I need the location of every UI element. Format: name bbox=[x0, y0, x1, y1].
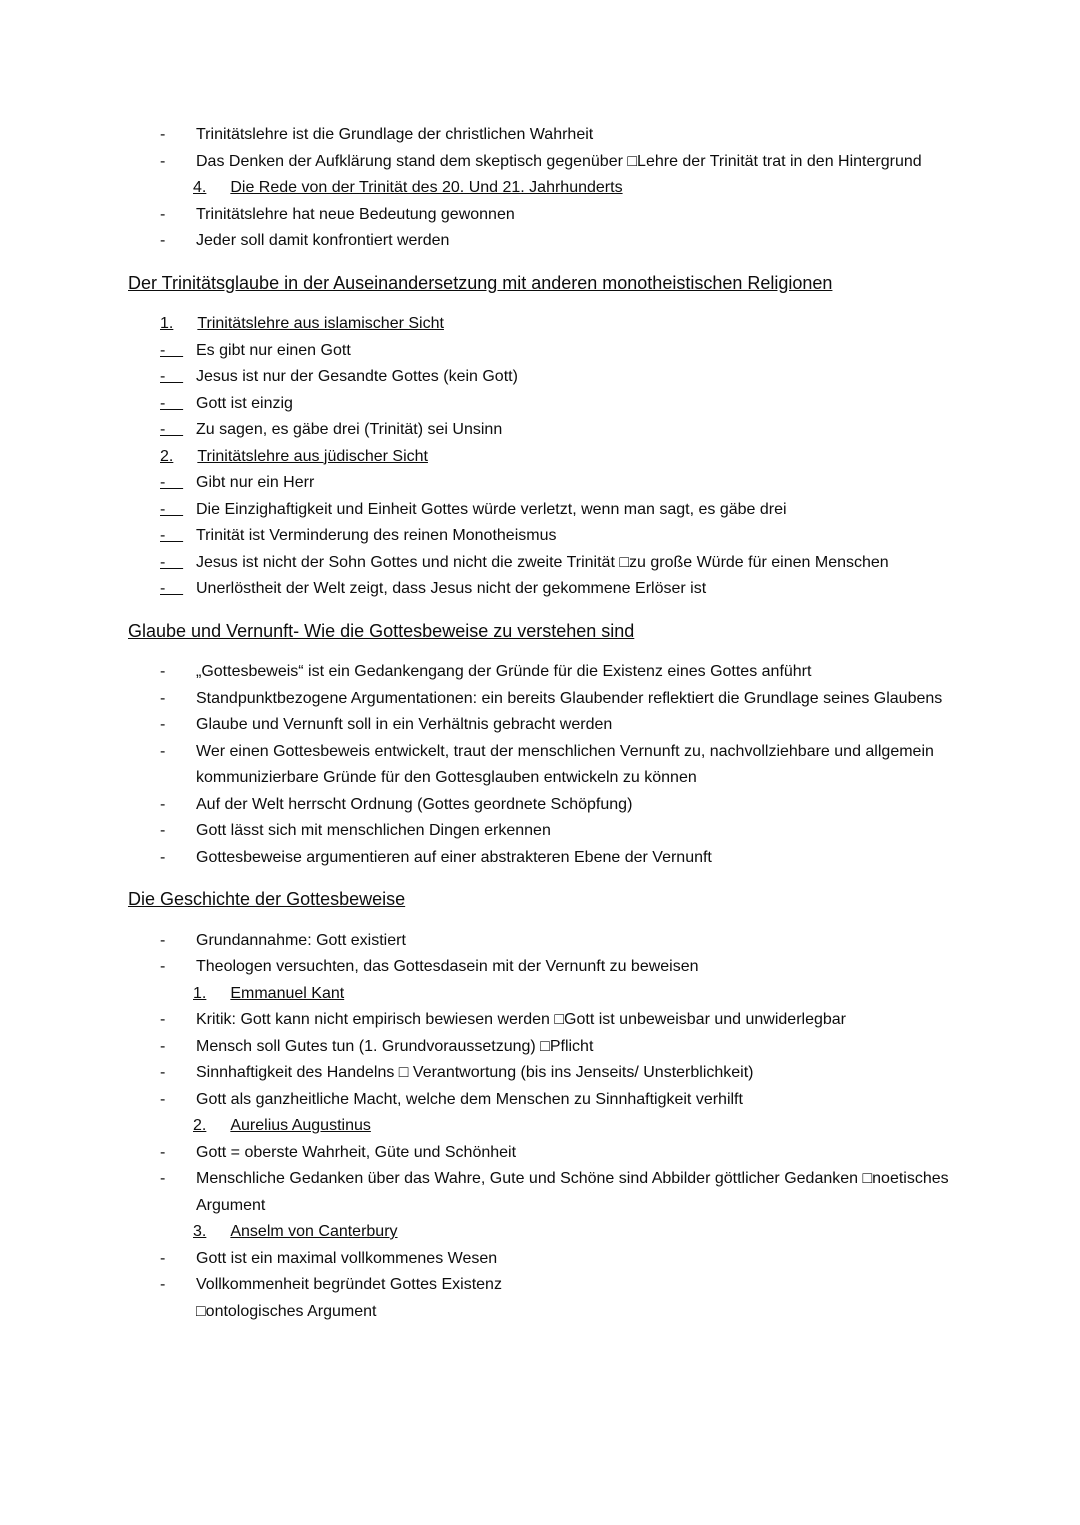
section-heading: Glaube und Vernunft- Wie die Gottesbeweise zu verstehen sind bbox=[128, 620, 635, 641]
item-text: Unerlöstheit der Welt zeigt, dass Jesus nicht der gekommene Erlöser ist bbox=[196, 580, 707, 597]
numbered-item bbox=[128, 444, 950, 471]
item-text: Gibt nur ein Herr bbox=[196, 474, 315, 491]
list-block bbox=[128, 122, 950, 255]
bullet-dash-icon: - bbox=[160, 848, 166, 866]
item-text: Zu sagen, es gäbe drei (Trinität) sei Unsinn bbox=[196, 421, 503, 438]
section-heading: Die Geschichte der Gottesbeweise bbox=[128, 889, 406, 909]
item-text: Theologen versuchten, das Gottesdasein mit der Vernunft zu beweisen bbox=[196, 958, 699, 975]
item-number: 3. bbox=[193, 1223, 207, 1240]
numbered-item bbox=[128, 981, 950, 1008]
bullet-dash-icon: - bbox=[160, 580, 184, 597]
bullet-item bbox=[128, 1034, 950, 1061]
numbered-item bbox=[128, 311, 950, 338]
bullet-dash-icon: - bbox=[160, 126, 166, 143]
bullet-item bbox=[128, 523, 950, 550]
bullet-item bbox=[128, 497, 950, 524]
bullet-dash-icon: - bbox=[160, 527, 184, 544]
bullet-dash-icon: - bbox=[160, 742, 166, 760]
bullet-item bbox=[128, 417, 950, 444]
bullet-dash-icon: - bbox=[160, 421, 184, 438]
bullet-item bbox=[128, 228, 950, 255]
item-text: Sinnhaftigkeit des Handelns □ Verantwortung (bis ins Jenseits/ Unsterblichkeit) bbox=[196, 1064, 754, 1081]
bullet-item bbox=[128, 845, 950, 872]
item-text: Trinität ist Verminderung des reinen Monotheismus bbox=[196, 527, 557, 544]
bullet-dash-icon: - bbox=[160, 1170, 166, 1187]
item-text: Es gibt nur einen Gott bbox=[196, 341, 351, 359]
bullet-dash-icon: - bbox=[160, 1037, 166, 1055]
bullet-dash-icon: - bbox=[160, 152, 166, 170]
item-text: Trinitätslehre ist die Grundlage der christlichen Wahrheit bbox=[196, 126, 594, 143]
item-number: 4. bbox=[193, 179, 207, 196]
item-text: Die Einzighaftigkeit und Einheit Gottes würde verletzt, wenn man sagt, es gäbe drei bbox=[196, 500, 787, 518]
bullet-item bbox=[128, 712, 950, 739]
bullet-item bbox=[128, 202, 950, 229]
list-block bbox=[128, 311, 950, 603]
numbered-item bbox=[128, 1113, 950, 1140]
item-number: 1. bbox=[160, 315, 174, 332]
item-text: Gott = oberste Wahrheit, Güte und Schönheit bbox=[196, 1143, 517, 1161]
bullet-item bbox=[128, 364, 950, 391]
bullet-item bbox=[128, 1060, 950, 1087]
item-text: Gott ist ein maximal vollkommenes Wesen bbox=[196, 1249, 498, 1267]
bullet-item bbox=[128, 1140, 950, 1167]
item-text: Gott lässt sich mit menschlichen Dingen erkennen bbox=[196, 822, 551, 839]
item-text: Grundannahme: Gott existiert bbox=[196, 931, 406, 949]
plain-line: □ontologisches Argument bbox=[196, 1302, 377, 1320]
item-text: Trinitätslehre aus jüdischer Sicht bbox=[197, 447, 428, 465]
item-text: Das Denken der Aufklärung stand dem skeptisch gegenüber □Lehre der Trinität trat in den Hintergrund bbox=[196, 152, 922, 170]
bullet-item bbox=[128, 954, 950, 981]
bullet-item bbox=[128, 391, 950, 418]
bullet-item bbox=[128, 149, 950, 176]
bullet-item bbox=[128, 1246, 950, 1273]
item-text: Gott als ganzheitliche Macht, welche dem Menschen zu Sinnhaftigkeit verhilft bbox=[196, 1090, 743, 1108]
bullet-dash-icon: - bbox=[160, 716, 166, 733]
bullet-item bbox=[128, 1166, 950, 1219]
bullet-dash-icon: - bbox=[160, 1064, 166, 1081]
item-number: 2. bbox=[160, 447, 174, 465]
item-text: Jesus ist nicht der Sohn Gottes und nicht die zweite Trinität □zu große Würde für einen Menschen bbox=[196, 553, 889, 571]
bullet-item bbox=[128, 470, 950, 497]
bullet-item bbox=[128, 739, 950, 792]
item-text: Mensch soll Gutes tun (1. Grundvoraussetzung) □Pflicht bbox=[196, 1037, 594, 1055]
numbered-item bbox=[128, 175, 950, 202]
list-block bbox=[128, 928, 950, 1326]
bullet-dash-icon: - bbox=[160, 958, 166, 975]
bullet-item bbox=[128, 1272, 950, 1299]
bullet-dash-icon: - bbox=[160, 1011, 166, 1028]
bullet-dash-icon: - bbox=[160, 689, 166, 707]
list-block bbox=[128, 659, 950, 871]
bullet-dash-icon: - bbox=[160, 394, 184, 412]
item-text: Auf der Welt herrscht Ordnung (Gottes geordnete Schöpfung) bbox=[196, 795, 633, 813]
bullet-item bbox=[128, 686, 950, 713]
bullet-dash-icon: - bbox=[160, 500, 184, 518]
bullet-item bbox=[128, 928, 950, 955]
bullet-dash-icon: - bbox=[160, 1249, 166, 1267]
bullet-item bbox=[128, 1007, 950, 1034]
section-heading: Der Trinitätsglaube in der Auseinandersetzung mit anderen monotheistischen Religionen bbox=[128, 272, 833, 293]
bullet-dash-icon: - bbox=[160, 1143, 166, 1161]
bullet-item bbox=[128, 659, 950, 686]
item-text: Standpunktbezogene Argumentationen: ein bereits Glaubender reflektiert die Grundlage seines Glaubens bbox=[196, 689, 943, 707]
item-number: 1. bbox=[193, 984, 207, 1002]
item-text: Kritik: Gott kann nicht empirisch bewiesen werden □Gott ist unbeweisbar und unwiderlegbar bbox=[196, 1011, 846, 1028]
bullet-item bbox=[128, 818, 950, 845]
item-text: Menschliche Gedanken über das Wahre, Gute und Schöne sind Abbilder göttlicher Gedanken □noetisches Argument bbox=[196, 1170, 949, 1214]
item-text: Glaube und Vernunft soll in ein Verhältnis gebracht werden bbox=[196, 716, 613, 733]
item-text: Gottesbeweise argumentieren auf einer abstrakteren Ebene der Vernunft bbox=[196, 848, 712, 866]
numbered-item bbox=[128, 1219, 950, 1246]
bullet-dash-icon: - bbox=[160, 931, 166, 949]
bullet-dash-icon: - bbox=[160, 368, 184, 385]
item-text: Aurelius Augustinus bbox=[230, 1117, 371, 1134]
bullet-dash-icon: - bbox=[160, 822, 166, 839]
item-text: Vollkommenheit begründet Gottes Existenz bbox=[196, 1276, 502, 1293]
bullet-item bbox=[128, 122, 950, 149]
item-text: Jeder soll damit konfrontiert werden bbox=[196, 232, 450, 249]
bullet-dash-icon: - bbox=[160, 795, 166, 813]
item-text: Emmanuel Kant bbox=[230, 984, 345, 1002]
item-text: Gott ist einzig bbox=[196, 394, 293, 412]
bullet-item bbox=[128, 792, 950, 819]
bullet-item bbox=[128, 1087, 950, 1114]
item-number: 2. bbox=[193, 1117, 207, 1134]
bullet-dash-icon: - bbox=[160, 341, 184, 359]
item-text: Anselm von Canterbury bbox=[230, 1223, 398, 1240]
bullet-dash-icon: - bbox=[160, 232, 166, 249]
item-text: Trinitätslehre aus islamischer Sicht bbox=[197, 315, 444, 332]
item-text: Jesus ist nur der Gesandte Gottes (kein Gott) bbox=[196, 368, 518, 385]
item-text: Wer einen Gottesbeweis entwickelt, traut der menschlichen Vernunft zu, nachvollziehbare und allgemein kommunizierbare Gründe für den Gottesglauben entwickeln zu können bbox=[196, 742, 934, 786]
item-text: „Gottesbeweis“ ist ein Gedankengang der Gründe für die Existenz eines Gottes anführt bbox=[196, 663, 812, 680]
item-text: Trinitätslehre hat neue Bedeutung gewonnen bbox=[196, 205, 515, 223]
bullet-item bbox=[128, 338, 950, 365]
bullet-dash-icon: - bbox=[160, 1090, 166, 1108]
bullet-item bbox=[128, 550, 950, 577]
bullet-dash-icon: - bbox=[160, 1276, 166, 1293]
bullet-dash-icon: - bbox=[160, 553, 184, 571]
item-text: Die Rede von der Trinität des 20. Und 21. Jahrhunderts bbox=[230, 179, 623, 196]
bullet-dash-icon: - bbox=[160, 663, 166, 680]
bullet-dash-icon: - bbox=[160, 205, 166, 223]
bullet-item bbox=[128, 576, 950, 603]
bullet-dash-icon: - bbox=[160, 474, 184, 491]
